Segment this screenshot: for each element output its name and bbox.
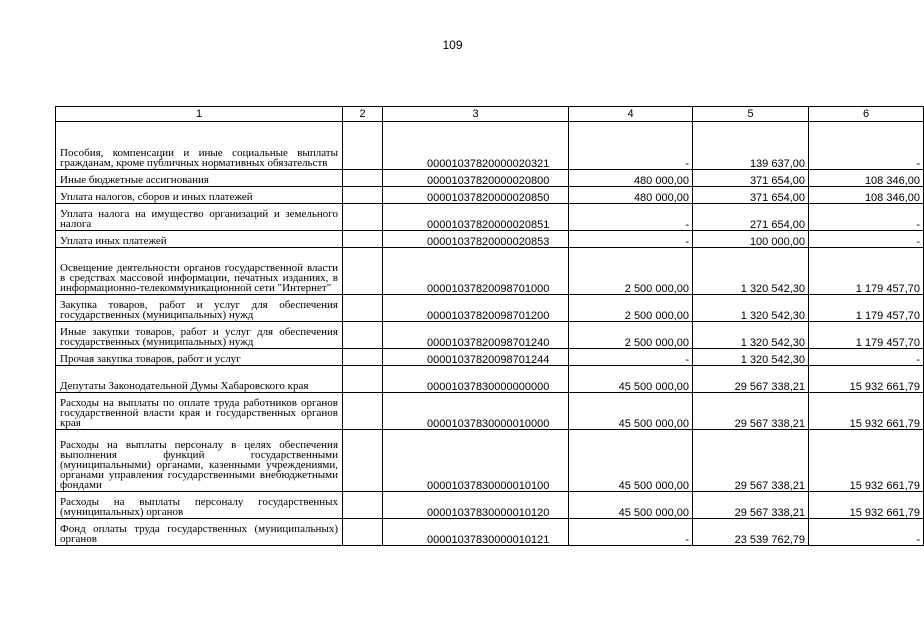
row-col2-cell: [343, 492, 383, 519]
row-col2-cell: [343, 430, 383, 492]
table-row: [56, 248, 924, 295]
row-name-cell: Уплата налогов, сборов и иных платежей: [56, 187, 343, 204]
row-code-cell: 00001037830000010120: [383, 492, 569, 519]
row-value5-cell: 1 320 542,30: [693, 322, 809, 349]
budget-table: [55, 106, 924, 546]
table-row: [56, 349, 924, 366]
row-value4-cell: 2 500 000,00: [569, 248, 693, 295]
row-col2-cell: [343, 366, 383, 393]
row-col2-cell: [343, 204, 383, 231]
row-value4-cell: 45 500 000,00: [569, 393, 693, 430]
row-code-cell: 00001037830000010121: [383, 519, 569, 546]
row-col2-cell: [343, 322, 383, 349]
row-name-cell: Расходы на выплаты персоналу государственных (муниципальных) органов: [56, 492, 343, 519]
row-value6-cell: -: [809, 122, 924, 170]
row-name-cell: Иные бюджетные ассигнования: [56, 170, 343, 187]
table-row: [56, 204, 924, 231]
column-header: 5: [693, 107, 809, 122]
row-code-cell: 00001037830000010100: [383, 430, 569, 492]
row-value5-cell: 29 567 338,21: [693, 393, 809, 430]
row-value4-cell: 480 000,00: [569, 170, 693, 187]
column-header: 2: [343, 107, 383, 122]
row-name-cell: Прочая закупка товаров, работ и услуг: [56, 349, 343, 366]
table-row: [56, 322, 924, 349]
row-value6-cell: 1 179 457,70: [809, 295, 924, 322]
row-col2-cell: [343, 248, 383, 295]
row-value5-cell: 1 320 542,30: [693, 295, 809, 322]
table-row: [56, 295, 924, 322]
table-row: [56, 430, 924, 492]
row-value5-cell: 29 567 338,21: [693, 430, 809, 492]
row-value5-cell: 1 320 542,30: [693, 349, 809, 366]
row-code-cell: 00001037820000020850: [383, 187, 569, 204]
row-value4-cell: 45 500 000,00: [569, 492, 693, 519]
row-col2-cell: [343, 295, 383, 322]
row-value6-cell: 1 179 457,70: [809, 322, 924, 349]
row-value6-cell: 15 932 661,79: [809, 492, 924, 519]
row-value6-cell: 108 346,00: [809, 170, 924, 187]
row-code-cell: 00001037820098701000: [383, 248, 569, 295]
row-code-cell: 00001037830000000000: [383, 366, 569, 393]
row-col2-cell: [343, 231, 383, 248]
row-value4-cell: 45 500 000,00: [569, 366, 693, 393]
row-col2-cell: [343, 187, 383, 204]
row-value4-cell: -: [569, 231, 693, 248]
table-header-row: [56, 107, 924, 122]
row-value4-cell: -: [569, 349, 693, 366]
table-row: [56, 393, 924, 430]
row-name-cell: Фонд оплаты труда государственных (муниципальных) органов: [56, 519, 343, 546]
row-col2-cell: [343, 519, 383, 546]
row-value4-cell: -: [569, 204, 693, 231]
row-value6-cell: -: [809, 519, 924, 546]
row-value5-cell: 29 567 338,21: [693, 366, 809, 393]
row-value4-cell: 45 500 000,00: [569, 430, 693, 492]
row-col2-cell: [343, 393, 383, 430]
row-value5-cell: 371 654,00: [693, 170, 809, 187]
row-value6-cell: 108 346,00: [809, 187, 924, 204]
row-name-cell: Иные закупки товаров, работ и услуг для обеспечения государственных (муниципальных) нужд: [56, 322, 343, 349]
row-value5-cell: 23 539 762,79: [693, 519, 809, 546]
row-col2-cell: [343, 170, 383, 187]
row-code-cell: 00001037820000020853: [383, 231, 569, 248]
row-value6-cell: -: [809, 204, 924, 231]
row-value5-cell: 271 654,00: [693, 204, 809, 231]
column-header: 4: [569, 107, 693, 122]
row-col2-cell: [343, 122, 383, 170]
row-value5-cell: 1 320 542,30: [693, 248, 809, 295]
table-row: [56, 170, 924, 187]
column-header: 1: [56, 107, 343, 122]
row-name-cell: Уплата иных платежей: [56, 231, 343, 248]
table-row: [56, 519, 924, 546]
row-name-cell: Расходы на выплаты по оплате труда работников органов государственной власти края и государственных органов края: [56, 393, 343, 430]
row-value6-cell: 1 179 457,70: [809, 248, 924, 295]
row-name-cell: Освещение деятельности органов государственной власти в средствах массовой информации, печатных изданиях, в информационно-телекоммуникационной сети "Интернет": [56, 248, 343, 295]
row-value5-cell: 100 000,00: [693, 231, 809, 248]
row-value4-cell: -: [569, 122, 693, 170]
row-value5-cell: 29 567 338,21: [693, 492, 809, 519]
row-value6-cell: -: [809, 231, 924, 248]
row-value4-cell: 2 500 000,00: [569, 295, 693, 322]
column-header: 6: [809, 107, 924, 122]
row-value4-cell: 2 500 000,00: [569, 322, 693, 349]
row-name-cell: Пособия, компенсации и иные социальные выплаты гражданам, кроме публичных нормативных обязательств: [56, 122, 343, 170]
row-code-cell: 00001037820000020851: [383, 204, 569, 231]
row-code-cell: 00001037820000020321: [383, 122, 569, 170]
row-value5-cell: 139 637,00: [693, 122, 809, 170]
column-header: 3: [383, 107, 569, 122]
row-code-cell: 00001037820098701200: [383, 295, 569, 322]
row-value6-cell: 15 932 661,79: [809, 393, 924, 430]
row-value4-cell: -: [569, 519, 693, 546]
page-number: 109: [442, 38, 463, 52]
row-name-cell: Расходы на выплаты персоналу в целях обеспечения выполнения функций государственными (муниципальными) органами, казенными учреждениями, органами управления государственными внебюджетными фондами: [56, 430, 343, 492]
table-row: [56, 492, 924, 519]
table-row: [56, 187, 924, 204]
row-code-cell: 00001037830000010000: [383, 393, 569, 430]
row-code-cell: 00001037820098701240: [383, 322, 569, 349]
row-value6-cell: 15 932 661,79: [809, 366, 924, 393]
row-name-cell: Закупка товаров, работ и услуг для обеспечения государственных (муниципальных) нужд: [56, 295, 343, 322]
row-value6-cell: 15 932 661,79: [809, 430, 924, 492]
row-code-cell: 00001037820000020800: [383, 170, 569, 187]
row-value4-cell: 480 000,00: [569, 187, 693, 204]
table-row: [56, 122, 924, 170]
row-col2-cell: [343, 349, 383, 366]
row-value6-cell: -: [809, 349, 924, 366]
row-name-cell: Депутаты Законодательной Думы Хабаровского края: [56, 366, 343, 393]
table-row: [56, 366, 924, 393]
row-name-cell: Уплата налога на имущество организаций и земельного налога: [56, 204, 343, 231]
table-row: [56, 231, 924, 248]
row-value5-cell: 371 654,00: [693, 187, 809, 204]
row-code-cell: 00001037820098701244: [383, 349, 569, 366]
